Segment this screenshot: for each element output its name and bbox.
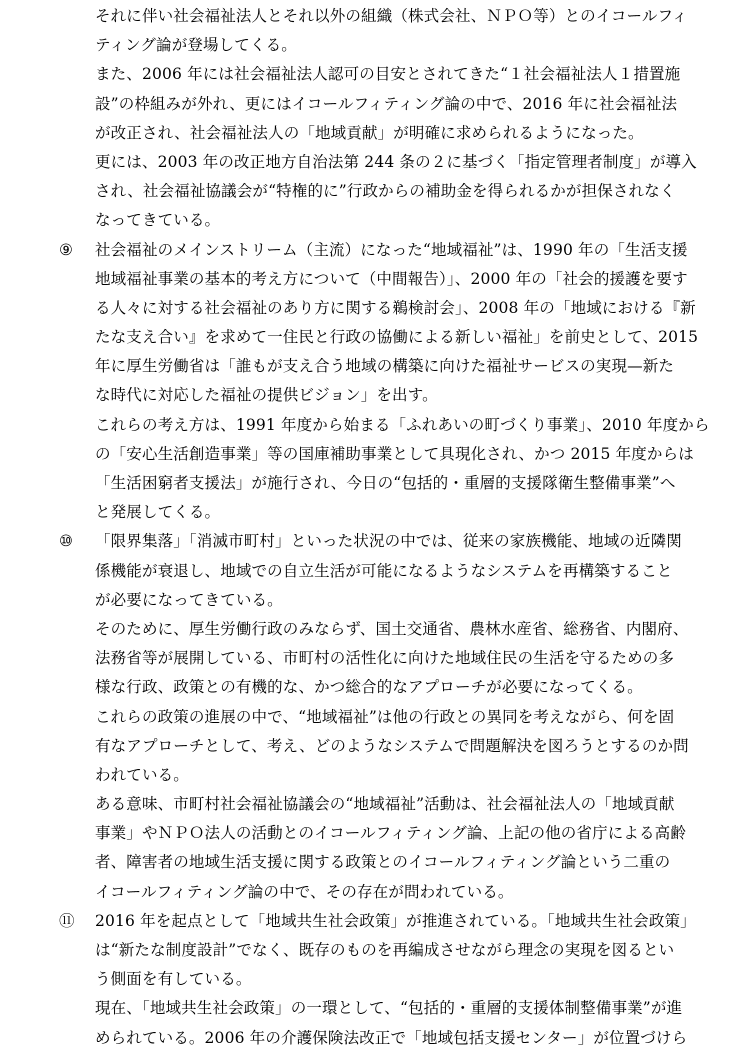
paragraph-line: イコールフィティング論の中で、その存在が問われている。 [95, 882, 514, 901]
paragraph-line: たな支え合い』を求めて一住民と行政の協働による新しい福祉」を前史として、2015 [95, 328, 699, 347]
list-item-10 [59, 527, 699, 906]
paragraph-line: ティング論が登場してくる。 [95, 36, 297, 55]
paragraph-line: これらの政策の進展の中で、“地域福祉”は他の行政との異同を考えながら、何を固 [95, 707, 675, 726]
paragraph-line: 法務省等が展開している、市町村の活性化に向けた地域住民の生活を守るための多 [95, 649, 675, 668]
list-item-9 [59, 236, 710, 528]
paragraph-line: され、社会福祉協議会が“特権的に”行政からの補助金を得られるかが担保されなく [95, 182, 676, 201]
paragraph-line: 地域福祉事業の基本的考え方について（中間報告）」、2000 年の「社会的援護を要す [95, 269, 688, 288]
paragraph-line: 係機能が衰退し、地域での自立生活が可能になるようなシステムを再構築すること [95, 561, 673, 580]
paragraph-line: 事業」やＮＰＯ法人の活動とのイコールフィティング論、上記の他の省庁による高齢 [95, 824, 686, 843]
paragraph-line: 設”の枠組みが外れ、更にはイコールフィティング論の中で、2016 年に社会福祉法 [95, 94, 678, 113]
item-number: ⑪ [59, 911, 75, 930]
paragraph-line: ある意味、市町村社会福祉協議会の“地域福祉”活動は、社会福祉法人の「地域貢献 [95, 795, 675, 814]
paragraph-line: 「限界集落」「消滅市町村」といった状況の中では、従来の家族機能、地域の近隣関 [95, 532, 682, 551]
document-body [59, 2, 710, 1053]
paragraph-line: これらの考え方は、1991 年度から始まる「ふれあいの町づくり事業」、2010 年度から [95, 415, 710, 434]
paragraph-line: と発展してくる。 [95, 503, 221, 522]
list-item-11 [59, 907, 699, 1053]
paragraph-line: 現在、「地域共生社会政策」の一環として、“包括的・重層的支援体制整備事業”が進 [95, 999, 683, 1018]
paragraph-line: 更には、2003 年の改正地方自治法第 244 条の２に基づく「指定管理者制度」が導入 [95, 152, 697, 171]
paragraph-line: そのために、厚生労働行政のみならず、国土交通省、農林水産省、総務省、内閣府、 [95, 619, 689, 638]
paragraph-line: う側面を有している。 [95, 970, 252, 989]
paragraph-line: が改正され、社会福祉法人の「地域貢献」が明確に求められるようになった。 [95, 123, 644, 142]
paragraph-line: は“新たな制度設計”でなく、既存のものを再編成させながら理念の実現を図るとい [95, 941, 675, 959]
item-number: ⑩ [59, 532, 73, 551]
item-number: ⑨ [59, 240, 73, 259]
paragraph-line: 社会福祉のメインストリーム（主流）になった“地域福祉”は、1990 年の「生活支援 [95, 240, 688, 259]
paragraph-line: それに伴い社会福祉法人とそれ以外の組織（株式会社、ＮＰＯ等）とのイコールフィ [95, 7, 688, 25]
paragraph-line: 年に厚生労働省は「誰もが支え合う地域の構築に向けた福祉サービスの実現—新た [95, 357, 675, 376]
paragraph-line: なってきている。 [95, 211, 221, 230]
paragraph-line: 者、障害者の地域生活支援に関する政策とのイコールフィティング論という二重の [95, 853, 671, 872]
paragraph-line: る人々に対する社会福祉のあり方に関する鵜検討会」、2008 年の「地域における『新 [95, 298, 696, 317]
paragraph-line: 有なアプローチとして、考え、どのようなシステムで問題解決を図ろうとするのか問 [95, 736, 689, 755]
paragraph-line: われている。 [95, 765, 189, 784]
paragraph-line: の「安心生活創造事業」等の国庫補助事業として具現化され、かつ 2015 年度からは [95, 444, 694, 463]
paragraph-line: 様な行政、政策との有機的な、かつ総合的なアプローチが必要になってくる。 [95, 678, 643, 697]
paragraph-line: が必要になってきている。 [95, 590, 283, 609]
paragraph-line: な時代に対応した福祉の提供ビジョン」を出す。 [95, 386, 438, 405]
paragraph-line: また、2006 年には社会福祉法人認可の目安とされてきた“１社会福祉法人１措置施 [95, 65, 681, 84]
paragraph-line: 「生活困窮者支援法」が施行され、今日の“包括的・重層的支援隊衛生整備事業”へ [95, 474, 676, 492]
paragraph-line: 2016 年を起点として「地域共生社会政策」が推進されている。「地域共生社会政策」 [95, 911, 696, 930]
paragraph-line: められている。2006 年の介護保険法改正で「地域包括支援センター」が位置づけら [95, 1028, 688, 1047]
